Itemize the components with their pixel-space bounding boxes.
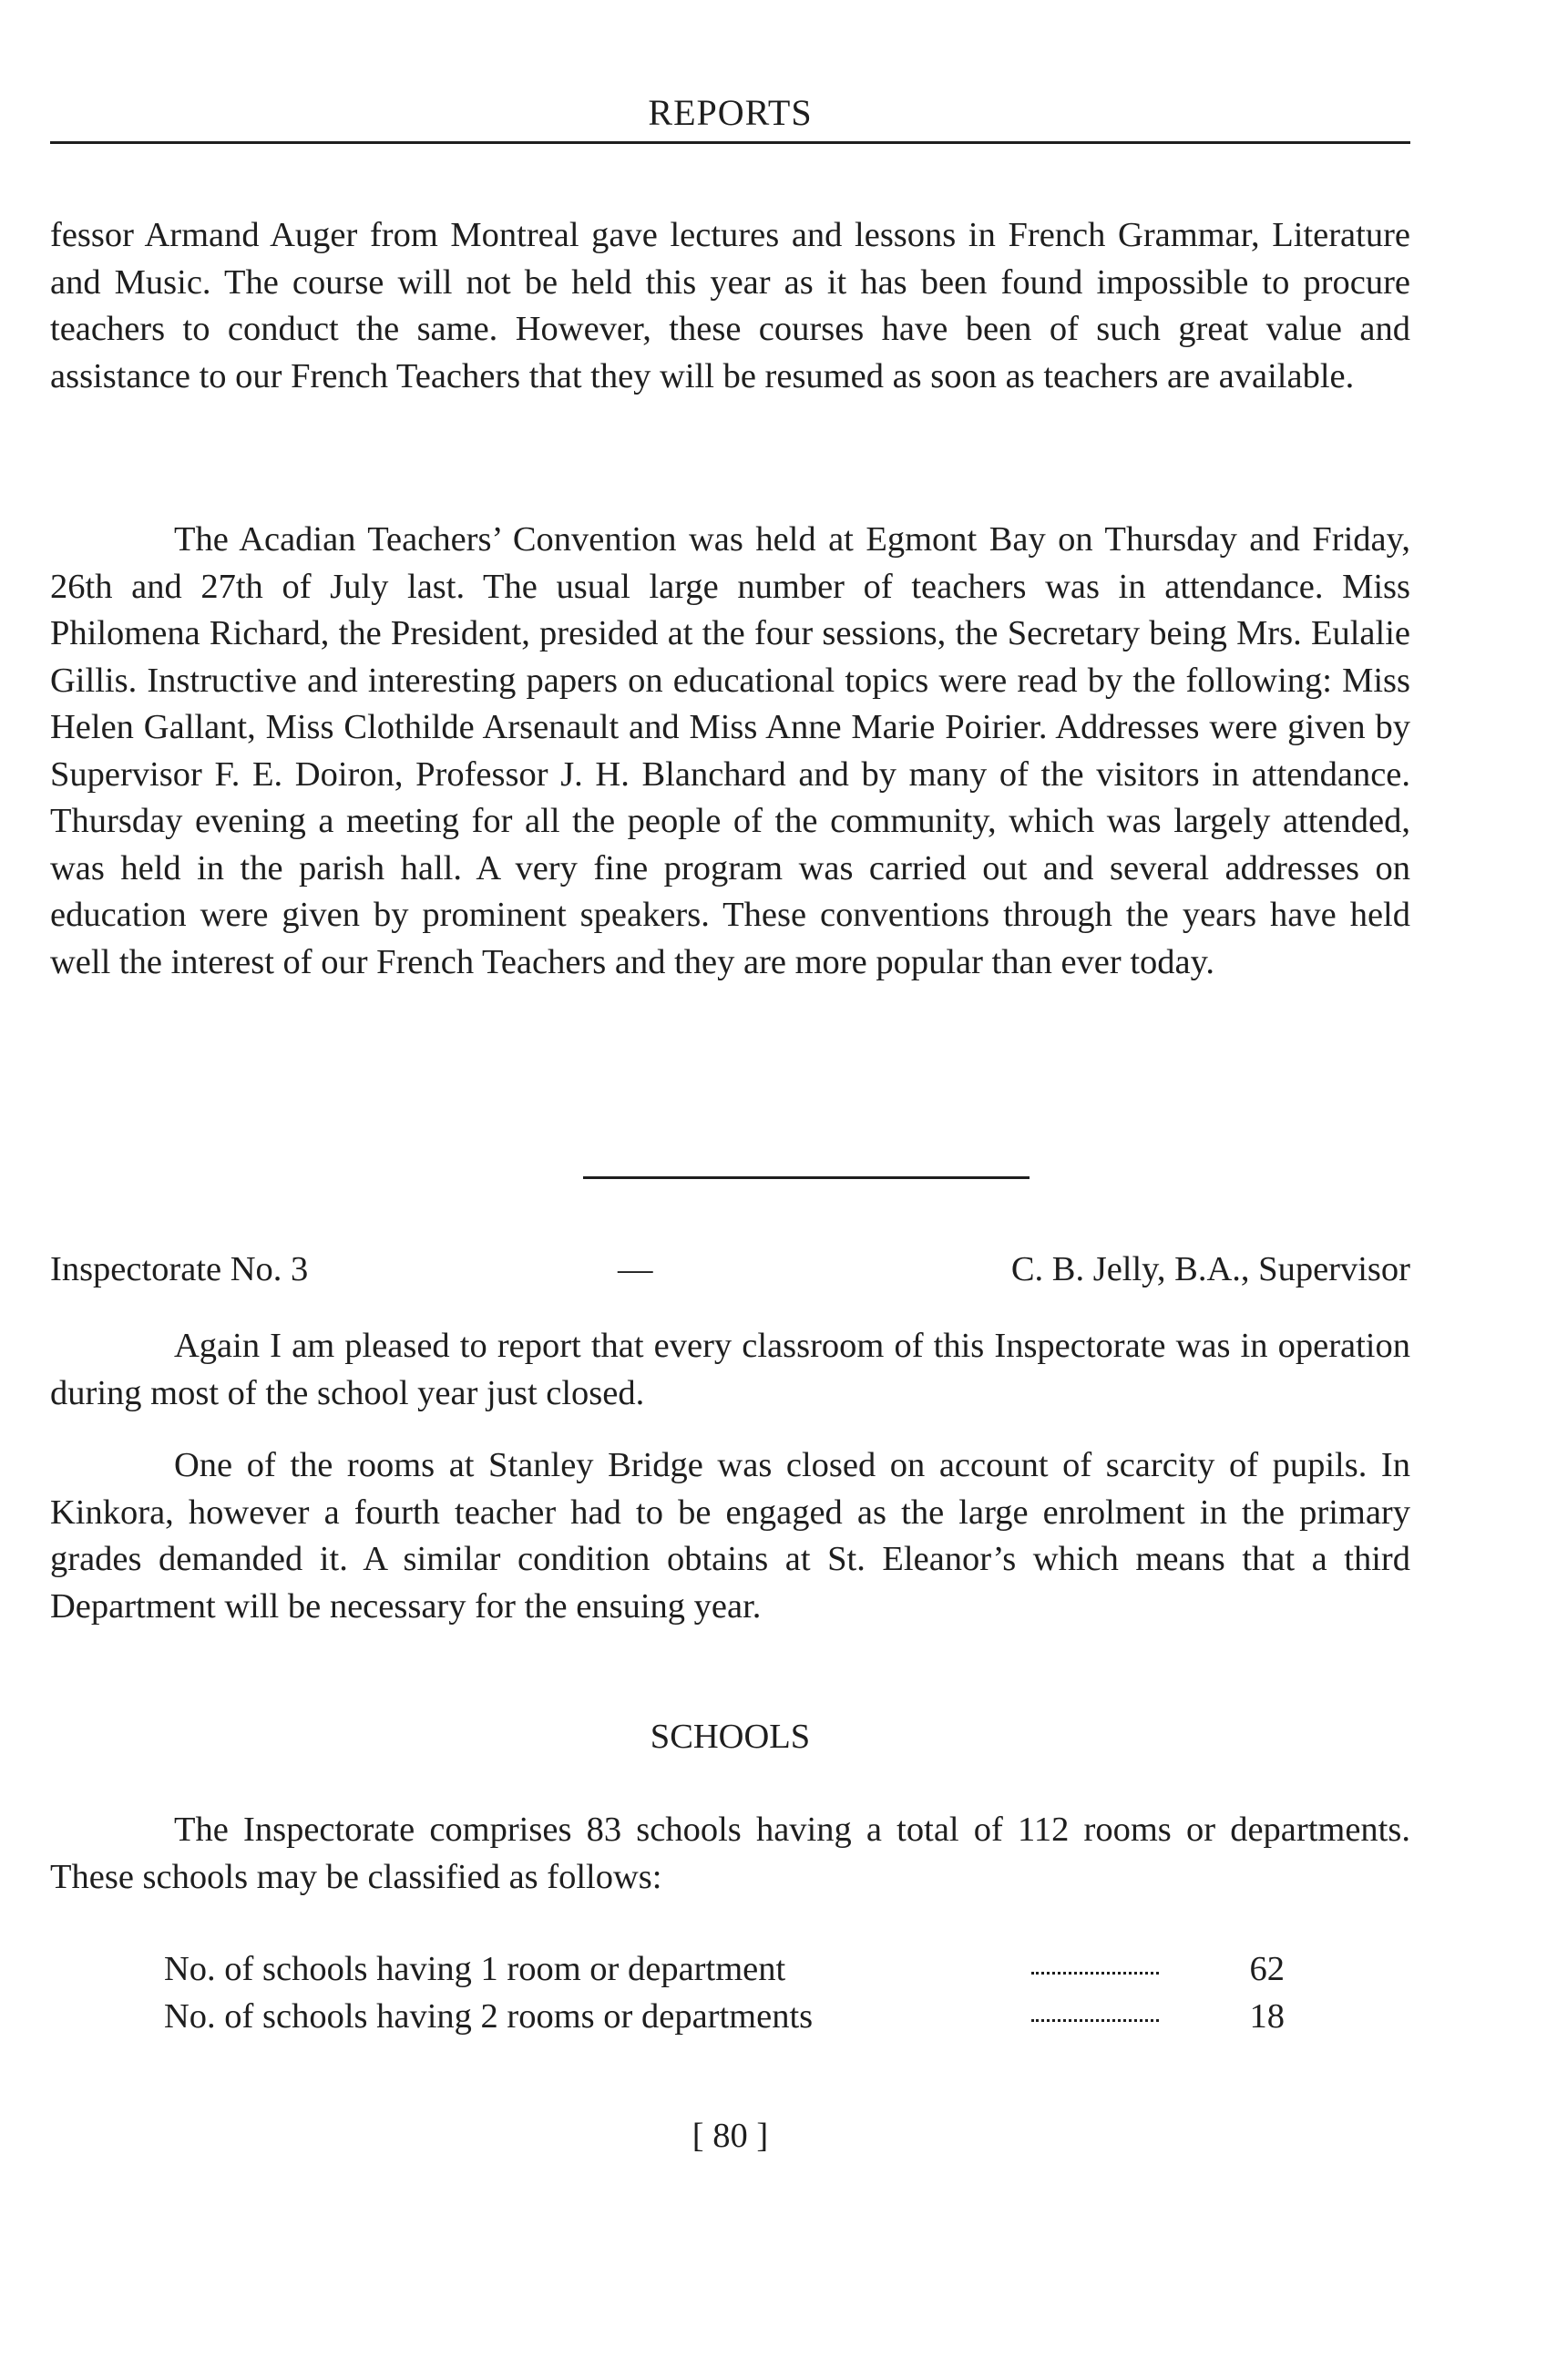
classification-label: No. of schools having 1 room or department [164, 1950, 786, 1988]
dot-leader [1031, 1972, 1159, 1975]
paragraph-text: The Acadian Teachers’ Convention was held at Egmont Bay on Thursday and Friday, 26th and 27th of July last. The usual large number of teachers was in attendance. Miss Philomena Richard, the President, presided at the four sessions, the Secretary being Mrs. Eulalie Gillis. Instructive and interesting papers on educational topics were read by the following: Miss Helen Gallant, Miss Clothilde Arsenault and Miss Anne Marie Poirier. Addresses were given by Supervisor F. E. Doiron, Professor J. H. Blanchard and by many of the visitors in attendance. Thursday evening a meeting for all the people of the community, which was largely attended, was held in the parish hall. A very fine program was carried out and several addresses on education were given by prominent speakers. These conventions through the years have held well the interest of our French Teachers and they are more popular than ever today. [50, 520, 1410, 981]
paragraph-text: The Inspectorate comprises 83 schools having a total of 112 rooms or departments. These schools may be classified as follows: [50, 1811, 1410, 1896]
paragraph-text: One of the rooms at Stanley Bridge was closed on account of scarcity of pupils. In Kinkora, however a fourth teacher had to be engaged as the large enrolment in the primary grades demanded it. A similar condition obtains at St. Eleanor’s which means that a third Department will be necessary for the ensuing year. [50, 1446, 1410, 1626]
classification-value: 62 [1249, 1950, 1285, 1988]
heading-dash: — [618, 1250, 653, 1288]
paragraph-text: fessor Armand Auger from Montreal gave lectures and lessons in French Grammar, Literature and Music. The course will not be held this year as it has been found impossible to procure teachers to conduct the same. However, these courses have been of such great value and assistance to our French Teachers that they will be resumed as soon as teachers are available. [50, 216, 1410, 395]
paragraph-acadian-convention [50, 517, 1410, 986]
section-divider [583, 1176, 1030, 1179]
supervisor-name: C. B. Jelly, B.A., Supervisor [1010, 1250, 1410, 1288]
paragraph-text: Again I am pleased to report that every classroom of this Inspectorate was in operation during most of the school year just closed. [50, 1327, 1410, 1412]
paragraph-enrolment [50, 1442, 1410, 1630]
page-number: [ 80 ] [692, 2117, 769, 2155]
running-head: REPORTS [648, 92, 813, 133]
schools-heading: SCHOOLS [650, 1718, 811, 1756]
classification-label: No. of schools having 2 rooms or departments [164, 1997, 814, 2036]
inspectorate-title: Inspectorate No. 3 [50, 1250, 309, 1288]
paragraph-french-course [50, 212, 1410, 400]
classification-value: 18 [1249, 1997, 1285, 2036]
paragraph-inspectorate-summary [50, 1807, 1410, 1901]
paragraph-classrooms [50, 1323, 1410, 1417]
header-rule [50, 141, 1410, 144]
dot-leader [1031, 2019, 1159, 2022]
